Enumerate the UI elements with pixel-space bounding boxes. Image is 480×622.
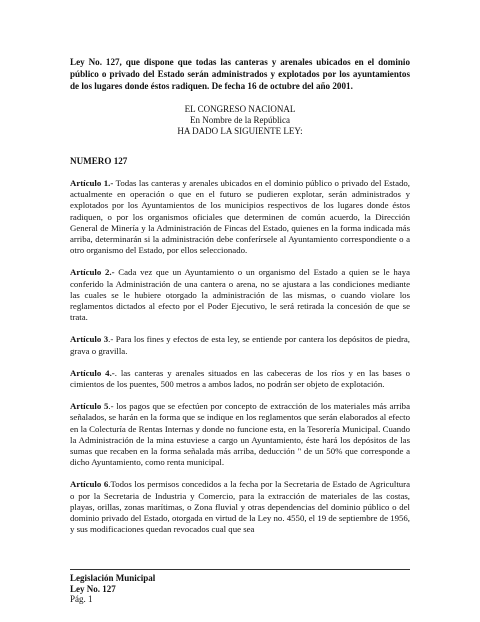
footer-page-number: Pág. 1 — [70, 594, 93, 604]
article-3 — [70, 334, 410, 356]
article-text: Cada vez que un Ayuntamiento o un organismo del Estado a quien se le haya conferido la Administración de una cantera o arena, no se ajustara a las condiciones mediante las cuales se le hubiere otorgado la administración de las mismas, o cuando violare los reglamentos dictados al efecto por el Poder Ejecutivo, le será retirada la concesión de que se trata. — [70, 267, 411, 323]
preamble-congress: EL CONGRESO NACIONAL — [184, 104, 296, 114]
article-label: Artículo 6 — [70, 479, 109, 490]
article-text: .- los pagos que se efectúen por concepto de extracción de los materiales más arriba señalados, se harán en la forma que se indique en los reglamentos que serán elaborados al efecto en la Colecturía de Rentas Internas y donde no funcione esta, en la Tesorería Municipal. Cuando la Administración de la mina estuviese a cargo un Ayuntamiento, éste hará los depósitos de las sumas que recaben en la forma señalada más arriba, deducción " de un 50% que corresponde a dicho Ayuntamiento, como renta municipal. — [70, 401, 410, 468]
article-label: Artículo 3 — [70, 334, 109, 345]
footer-divider — [70, 569, 410, 570]
article-text: . las canteras y arenales situados en las cabeceras de los ríos y en las bases o cimientos de los puentes, 500 metros a ambos lados, no podrán ser objeto de explotación. — [70, 367, 411, 390]
article-4 — [70, 368, 410, 390]
article-1 — [70, 178, 410, 256]
law-number: NUMERO 127 — [70, 156, 128, 166]
preamble-law-given: HA DADO LA SIGUIENTE LEY: — [177, 126, 303, 136]
article-2 — [70, 267, 410, 323]
preamble — [70, 104, 410, 137]
article-label: Artículo 5 — [70, 401, 109, 412]
page-footer — [70, 569, 410, 605]
article-label: Artículo 1.- — [70, 178, 114, 188]
article-6 — [70, 479, 410, 535]
article-text: Todas las canteras y arenales ubicados en el dominio público o privado del Estado, actualmente en operación o que en el futuro se pudieren explotar, serán administrados y explotados por los Ayuntamientos de los municipios respectivos de los lugares donde éstos radiquen, o por los organismos oficiales que determinen de común acuerdo, la Dirección General de Minería y la Administración de Fincas del Estado, quienes en la forma indicada más arriba, determinarán si la administración debe conferírsele al Ayuntamiento correspondiente o a otro organismo del Estado, por ellos seleccionado. — [70, 178, 410, 256]
article-text: .- Para los fines y efectos de esta ley, se entiende por cantera los depósitos de piedra, grava o gravilla. — [70, 334, 410, 356]
footer-law-number: Ley No. 127 — [70, 583, 116, 594]
preamble-republic: En Nombre de la República — [190, 115, 290, 125]
article-text: .Todos los permisos concedidos a la fecha por la Secretaria de Estado de Agricultura o por la Secretaria de Industria y Comercio, para la extracción de materiales de las costas, playas, orillas, zonas marítimas, o Zona fluvial y otras dependencias del dominio público o del dominio privado del Estado, otorgada en virtud de la Ley no. 4550, el 19 de septiembre de 1956, y sus modificaciones quedan revocados cual que sea — [70, 479, 410, 535]
document-page — [70, 56, 410, 546]
article-label: Artículo 4.- — [70, 367, 115, 378]
footer-collection: Legislación Municipal — [70, 573, 156, 583]
document-title: Ley No. 127, que dispone que todas las canteras y arenales ubicados en el dominio público o privado del Estado serán administrados y explotados por los ayuntamientos de los lugares donde éstos radiquen. De fecha 16 de octubre del año 2001. — [70, 57, 410, 91]
article-5 — [70, 401, 410, 468]
article-label: Artículo 2.- — [70, 267, 115, 278]
